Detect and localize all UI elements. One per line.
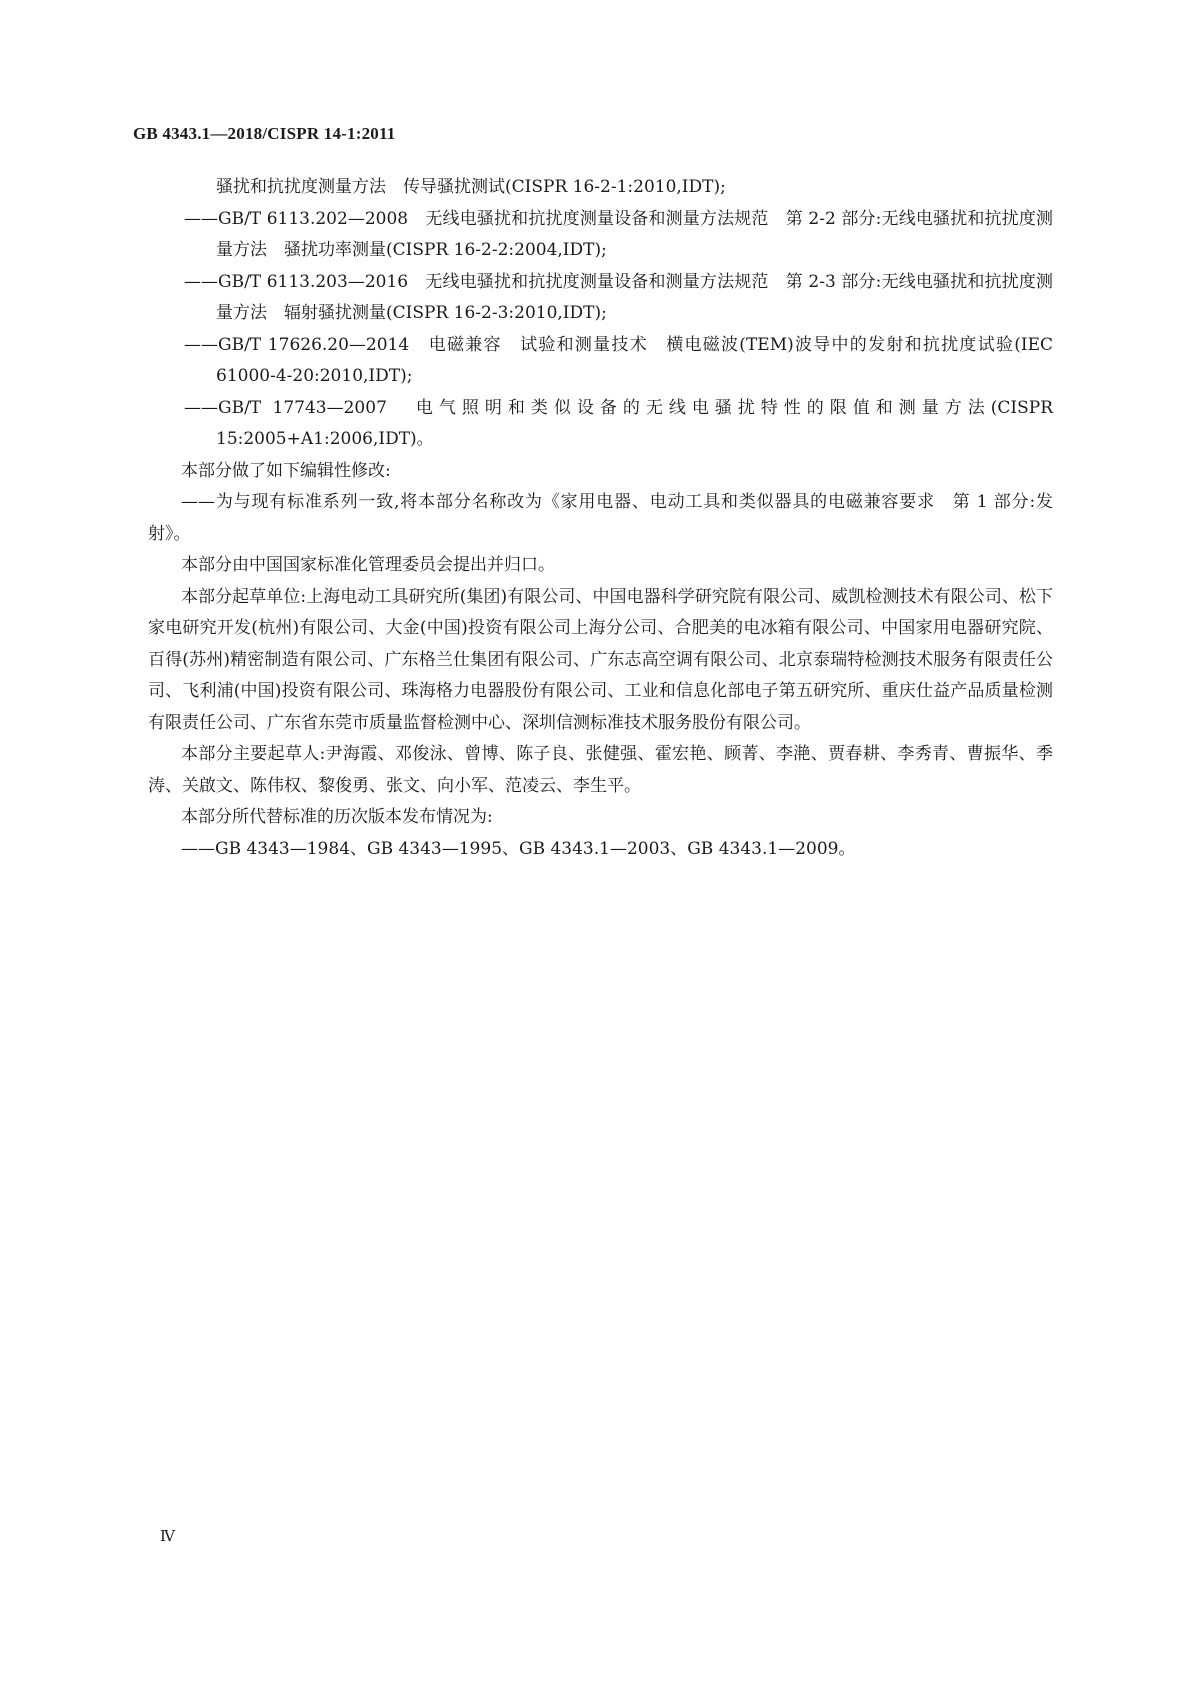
reference-item: ——GB/T 17743—2007 电气照明和类似设备的无线电骚扰特性的限值和测量方法(CISPR 15:2005+A1:2006,IDT)。 (184, 397, 1053, 449)
history-intro: 本部分所代替标准的历次版本发布情况为: (181, 807, 493, 827)
editorial-intro: 本部分做了如下编辑性修改: (181, 460, 391, 481)
reference-item: ——GB/T 17626.20—2014 电磁兼容 试验和测量技术 横电磁波(TEM)波导中的发射和抗扰度试验(IEC 61000-4-20:2010,IDT); (184, 334, 1053, 386)
history-versions: ——GB 4343—1984、GB 4343—1995、GB 4343.1—2003、GB 4343.1—2009。 (181, 838, 856, 859)
drafting-units: 本部分起草单位:上海电动工具研究所(集团)有限公司、中国电器科学研究院有限公司、威凯检测技术有限公司、松下家电研究开发(杭州)有限公司、大金(中国)投资有限公司上海分公司、合肥美的电冰箱有限公司、中国家用电器研究院、百得(苏州)精密制造有限公司、广东格兰仕集团有限公司、广东志高空调有限公司、北京泰瑞特检测技术服务有限责任公司、飞利浦(中国)投资有限公司、珠海格力电器股份有限公司、工业和信息化部电子第五研究所、重庆仕益产品质量检测有限责任公司、广东省东莞市质量监督检测中心、深圳信测标准技术服务股份有限公司。 (148, 586, 1053, 733)
proposal-statement: 本部分由中国国家标准化管理委员会提出并归口。 (181, 555, 555, 575)
page-number: Ⅳ (160, 1529, 174, 1545)
drafters: 本部分主要起草人:尹海霞、邓俊泳、曾博、陈子良、张健强、霍宏艳、顾菁、李滟、贾春耕、李秀青、曹振华、季涛、关啟文、陈伟权、黎俊勇、张文、向小军、范凌云、李生平。 (148, 744, 1053, 796)
reference-item: ——GB/T 6113.202—2008 无线电骚扰和抗扰度测量设备和测量方法规范 第 2-2 部分:无线电骚扰和抗扰度测量方法 骚扰功率测量(CISPR 16-2-2:2004,IDT); (184, 208, 1053, 260)
foreword-body (148, 172, 1053, 865)
editorial-change: ——为与现有标准系列一致,将本部分名称改为《家用电器、电动工具和类似器具的电磁兼容要求 第 1 部分:发射》。 (148, 492, 1053, 544)
reference-item: ——GB/T 6113.203—2016 无线电骚扰和抗扰度测量设备和测量方法规范 第 2-3 部分:无线电骚扰和抗扰度测量方法 辐射骚扰测量(CISPR 16-2-3:2010,IDT); (184, 271, 1053, 323)
reference-continuation: 骚扰和抗扰度测量方法 传导骚扰测试(CISPR 16-2-1:2010,IDT); (216, 177, 726, 197)
standard-header: GB 4343.1—2018/CISPR 14-1:2011 (133, 124, 396, 143)
